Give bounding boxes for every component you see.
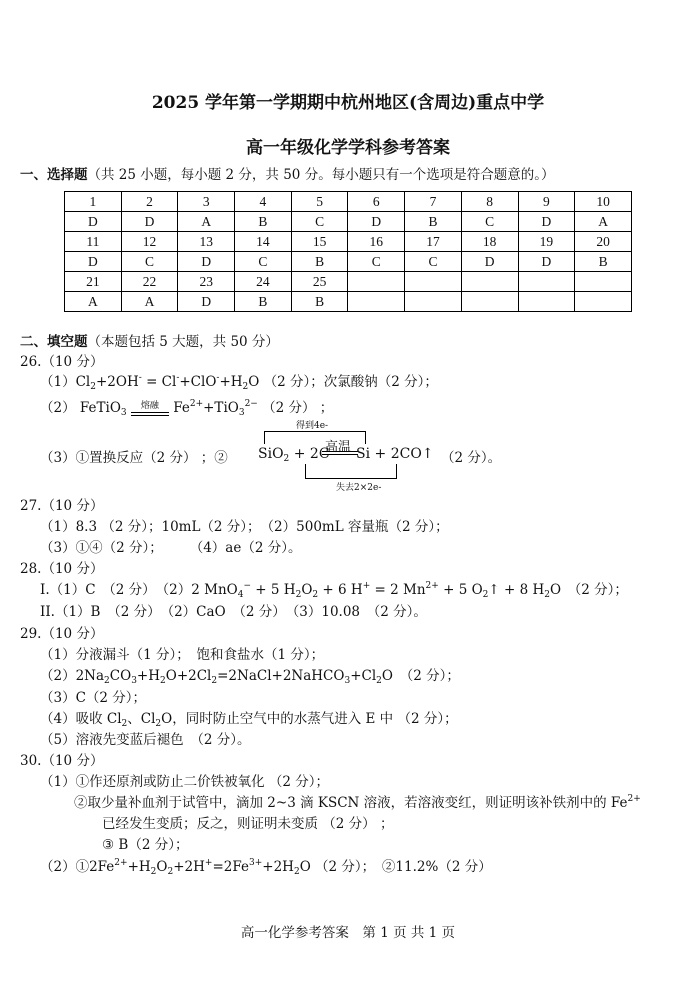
q29-line-3: （3）C（2 分）； xyxy=(40,690,147,706)
section-2-note: （本题包括 5 大题，共 50 分） xyxy=(87,334,279,350)
table-cell xyxy=(405,292,462,312)
section-2-heading xyxy=(20,330,279,350)
table-cell: 2 xyxy=(121,192,178,212)
table-cell: B xyxy=(291,292,348,312)
table-cell: 25 xyxy=(291,272,348,292)
q30-line-1: （1）①作还原剂或防止二价铁被氧化 （2 分）； xyxy=(40,774,330,790)
table-row xyxy=(65,272,632,292)
table-cell: D xyxy=(65,252,122,272)
table-cell: B xyxy=(575,252,632,272)
table-cell: 21 xyxy=(65,272,122,292)
table-cell: 8 xyxy=(461,192,518,212)
lose-bracket xyxy=(305,464,397,479)
table-cell: 19 xyxy=(518,232,575,252)
q30-line-3: 已经发生变质；反之，则证明未变质 （2 分） ； xyxy=(102,816,394,832)
q30-number: 30.（10 分） xyxy=(20,753,104,769)
table-cell: 6 xyxy=(348,192,405,212)
table-cell xyxy=(405,272,462,292)
q29-line-5: （5）溶液先变蓝后褪色 （2 分）。 xyxy=(40,732,251,748)
melt-condition: 熔融 xyxy=(131,402,169,416)
table-cell xyxy=(575,292,632,312)
table-cell: D xyxy=(461,252,518,272)
table-row xyxy=(65,212,632,232)
table-cell xyxy=(348,272,405,292)
table-cell: C xyxy=(461,212,518,232)
table-cell: 1 xyxy=(65,192,122,212)
page-footer: 高一化学参考答案 第 1 页 共 1 页 xyxy=(240,925,456,941)
table-cell: A xyxy=(178,212,235,232)
q30-line-4: ③ B（2 分）； xyxy=(102,837,189,853)
table-cell: D xyxy=(518,252,575,272)
q26-line-2: （2） FeTiO$_3$ 熔融 $Fe^{2+}+TiO_3^{2-}$ （2 分） ； xyxy=(40,399,334,418)
section-1-title: 一、选择题 xyxy=(20,167,88,183)
gain-electrons-label: 得到4e- xyxy=(296,421,329,431)
table-cell: D xyxy=(178,292,235,312)
table-cell xyxy=(518,272,575,292)
table-cell: A xyxy=(65,292,122,312)
table-cell: 17 xyxy=(405,232,462,252)
table-cell: B xyxy=(235,292,292,312)
table-cell: C xyxy=(121,252,178,272)
answer-table xyxy=(64,191,632,312)
table-cell xyxy=(348,292,405,312)
section-1-note: （共 25 小题，每小题 2 分，共 50 分。每小题只有一个选项是符合题意的。） xyxy=(87,167,555,183)
title-line-2: 高一年级化学学科参考答案 xyxy=(246,138,450,158)
table-cell: 7 xyxy=(405,192,462,212)
table-cell xyxy=(461,292,518,312)
q26-line-3-score: （2 分）。 xyxy=(441,450,502,466)
table-cell: 24 xyxy=(235,272,292,292)
table-cell: 22 xyxy=(121,272,178,292)
table-cell: 15 xyxy=(291,232,348,252)
q28-line-2: II.（1）B （2 分） （2）CaO （2 分） （3）10.08 （2 分）。 xyxy=(40,604,427,620)
table-cell: B xyxy=(235,212,292,232)
table-cell: 10 xyxy=(575,192,632,212)
table-row xyxy=(65,192,632,212)
table-cell: 9 xyxy=(518,192,575,212)
table-cell: 11 xyxy=(65,232,122,252)
table-cell: 5 xyxy=(291,192,348,212)
q26-line-3-text: （3）①置换反应（2 分） ；② xyxy=(40,450,228,466)
q26-number: 26.（10 分） xyxy=(20,354,104,370)
table-cell: 12 xyxy=(121,232,178,252)
table-cell: 20 xyxy=(575,232,632,252)
table-cell xyxy=(575,272,632,292)
products: Si + 2CO↑ xyxy=(356,446,434,462)
table-cell: C xyxy=(405,252,462,272)
q28-number: 28.（10 分） xyxy=(20,561,104,577)
q27-line-2: （3）①④（2 分）； （4）ae（2 分）。 xyxy=(40,540,302,556)
table-cell: 18 xyxy=(461,232,518,252)
title-line-1: 2025 学年第一学期期中杭州地区(含周边)重点中学 xyxy=(151,93,545,113)
q30-line-5: $(2)①2Fe^{2+}+H_2O_2+2H^+=2Fe^{3+}+2H_2O$ （2 分）； ②11.2%（2 分） xyxy=(40,858,492,877)
high-temp-condition: 高温 xyxy=(325,440,352,455)
q29-line-1: （1）分液漏斗（1 分）； 饱和食盐水（1 分）； xyxy=(40,647,325,663)
table-cell: D xyxy=(348,212,405,232)
q29-line-2: $(2)2Na_2CO_3+H_2O+2Cl_2=2NaCl+2NaHCO_3+Cl_2O$ （2 分）； xyxy=(40,668,460,686)
section-2-title: 二、填空题 xyxy=(20,334,88,350)
table-cell: A xyxy=(121,292,178,312)
q29-number: 29.（10 分） xyxy=(20,626,104,642)
table-cell: 4 xyxy=(235,192,292,212)
table-cell: C xyxy=(235,252,292,272)
table-cell: 14 xyxy=(235,232,292,252)
table-row xyxy=(65,292,632,312)
q27-number: 27.（10 分） xyxy=(20,498,104,514)
table-cell: B xyxy=(405,212,462,232)
q26-line-1: $(1)Cl_2+2OH^- = Cl^-+ClO^-+H_2O$ （2 分）；次氯酸钠（2 分）； xyxy=(40,373,438,392)
table-cell: A xyxy=(575,212,632,232)
q27-line-1: （1）8.3 （2 分）；10mL（2 分）； （2）500mL 容量瓶（2 分）； xyxy=(40,519,449,535)
section-1-heading xyxy=(20,163,554,183)
table-cell xyxy=(518,292,575,312)
table-cell: B xyxy=(291,252,348,272)
table-cell: C xyxy=(348,252,405,272)
q29-line-4: （4）吸收 $Cl_2$、$Cl_2O$，同时防止空气中的水蒸气进入 E 中 （2 分）； xyxy=(40,711,458,729)
table-cell: 16 xyxy=(348,232,405,252)
table-cell: D xyxy=(65,212,122,232)
table-cell: D xyxy=(121,212,178,232)
table-row xyxy=(65,232,632,252)
table-cell: C xyxy=(291,212,348,232)
table-cell: 13 xyxy=(178,232,235,252)
q28-line-1: I.（1）C （2 分） （2）2 MnO$_4$− + 5 $H_2O_2 + 6$ H+ = 2 $Mn^{2+} + 5$ $O_2↑ + 8$ $H_2O$ （2 分）； xyxy=(40,581,628,600)
table-cell: 23 xyxy=(178,272,235,292)
lose-electrons-label: 失去2×2e- xyxy=(336,483,382,493)
table-cell: D xyxy=(518,212,575,232)
table-cell: 3 xyxy=(178,192,235,212)
q30-line-2: ②取少量补血剂于试管中，滴加 2~3 滴 KSCN 溶液，若溶液变红，则证明该补铁剂中的 $Fe^{2+}$ xyxy=(74,794,641,811)
table-cell: D xyxy=(178,252,235,272)
table-row xyxy=(65,252,632,272)
table-cell xyxy=(461,272,518,292)
reactants: SiO$_2$ + 2C xyxy=(258,446,330,464)
